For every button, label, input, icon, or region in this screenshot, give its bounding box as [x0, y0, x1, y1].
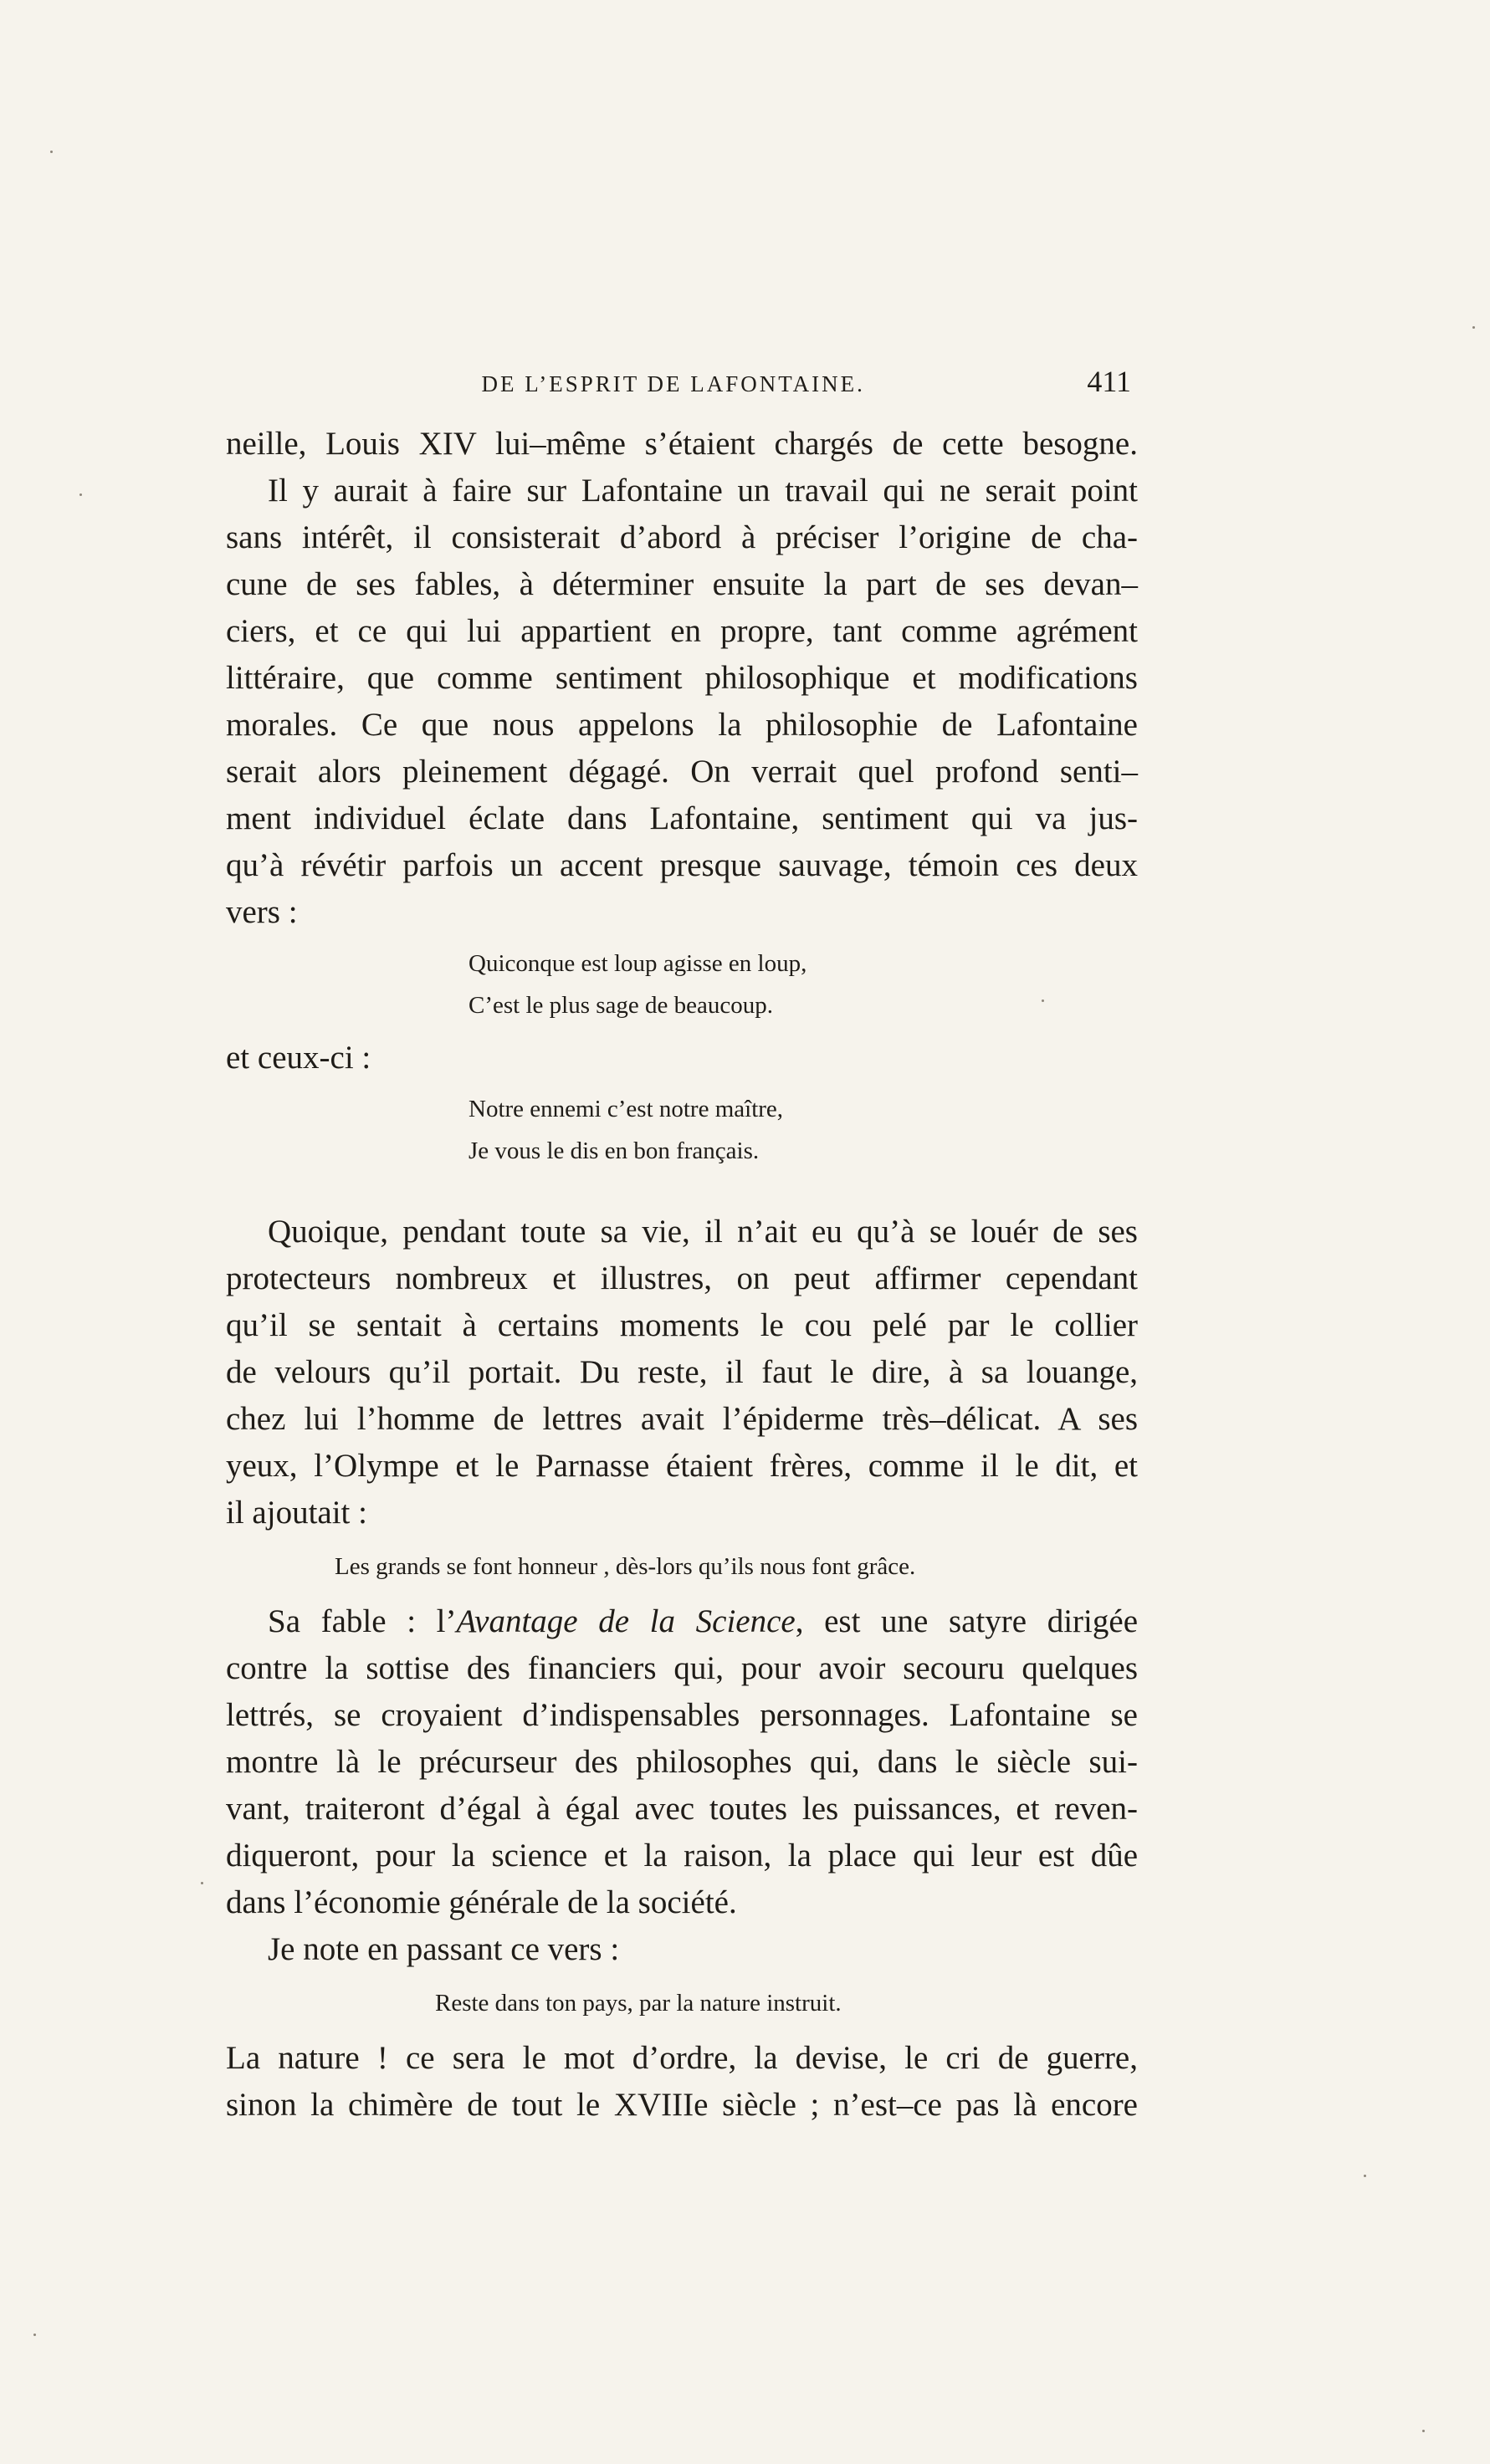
- text-line: cune de ses fables, à déterminer ensuite la part de ses devan–: [226, 566, 1138, 602]
- text-line: chez lui l’homme de lettres avait l’épiderme très–délicat. A ses: [226, 1401, 1138, 1437]
- text-line: neille, Louis XIV lui–même s’étaient chargés de cette besogne.: [226, 426, 1138, 462]
- verse-line: Notre ennemi c’est notre maître,: [469, 1096, 784, 1122]
- paragraph-2: [226, 1209, 1138, 1536]
- text-line: qu’à révétir parfois un accent presque sauvage, témoin ces deux: [226, 847, 1138, 883]
- text-line: sinon la chimère de tout le XVIIIe siècle ; n’est–ce pas là encore: [226, 2087, 1138, 2123]
- running-head: DE L’ESPRIT DE LAFONTAINE.: [481, 371, 865, 396]
- text-line: [226, 1598, 1138, 1645]
- paragraph-5: [226, 2035, 1138, 2129]
- verse-line: Quiconque est loup agisse en loup,: [469, 950, 807, 977]
- text-line: montre là le précurseur des philosophes qui, dans le siècle sui-: [226, 1744, 1138, 1780]
- text-span: Sa fable : l’: [268, 1603, 457, 1639]
- text-span: , est une satyre dirigée: [795, 1603, 1138, 1639]
- text-line: diqueront, pour la science et la raison, la place qui leur est dûe: [226, 1838, 1138, 1874]
- paragraph-3: [226, 1598, 1138, 1926]
- spacer: [226, 1180, 1138, 1209]
- text-line: serait alors pleinement dégagé. On verrait quel profond senti–: [226, 754, 1138, 790]
- text-line: Je note en passant ce vers :: [268, 1931, 620, 1967]
- verse-quote-3: Les grands se font honneur , dès-lors qu’ils nous font grâce.: [335, 1553, 916, 1580]
- text-line: Quoique, pendant toute sa vie, il n’ait eu qu’à se louér de ses: [268, 1214, 1138, 1250]
- verse-line: Je vous le dis en bon français.: [469, 1137, 760, 1164]
- verse-quote-2: [469, 1088, 1138, 1172]
- book-page: [226, 364, 1138, 2129]
- text-line: ciers, et ce qui lui appartient en propre, tant comme agrément: [226, 613, 1138, 649]
- text-line: qu’il se sentait à certains moments le cou pelé par le collier: [226, 1307, 1138, 1343]
- text-line: vers :: [226, 894, 298, 930]
- verse-quote-4: Reste dans ton pays, par la nature instruit.: [435, 1990, 842, 2017]
- verse-intro: et ceux-ci :: [226, 1040, 371, 1076]
- text-line: Il y aurait à faire sur Lafontaine un travail qui ne serait point: [268, 473, 1138, 509]
- paragraph-1: [226, 421, 1138, 936]
- text-line: La nature ! ce sera le mot d’ordre, la devise, le cri de guerre,: [226, 2040, 1138, 2076]
- text-line: dans l’économie générale de la société.: [226, 1884, 737, 1920]
- verse-line: C’est le plus sage de beaucoup.: [469, 992, 774, 1019]
- verse-quote-1: [469, 943, 1138, 1026]
- text-line: lettrés, se croyaient d’indispensables personnages. Lafontaine se: [226, 1697, 1138, 1733]
- text-line: vant, traiteront d’égal à égal avec toutes les puissances, et reven-: [226, 1791, 1138, 1827]
- fable-title: Avantage de la Science: [456, 1603, 796, 1639]
- page-header: [226, 364, 1138, 414]
- text-line: yeux, l’Olympe et le Parnasse étaient frères, comme il le dit, et: [226, 1448, 1138, 1484]
- text-line: de velours qu’il portait. Du reste, il faut le dire, à sa louange,: [226, 1354, 1138, 1390]
- text-line: littéraire, que comme sentiment philosophique et modifications: [226, 660, 1138, 696]
- paragraph-4: [226, 1926, 1138, 1973]
- text-line: sans intérêt, il consisterait d’abord à préciser l’origine de cha-: [226, 519, 1138, 555]
- text-line: ment individuel éclate dans Lafontaine, sentiment qui va jus-: [226, 800, 1138, 836]
- text-line: protecteurs nombreux et illustres, on peut affirmer cependant: [226, 1260, 1138, 1296]
- page-number: 411: [1087, 365, 1131, 398]
- text-line: morales. Ce que nous appelons la philosophie de Lafontaine: [226, 707, 1138, 743]
- text-line: il ajoutait :: [226, 1495, 367, 1531]
- text-line: contre la sottise des financiers qui, pour avoir secouru quelques: [226, 1650, 1138, 1686]
